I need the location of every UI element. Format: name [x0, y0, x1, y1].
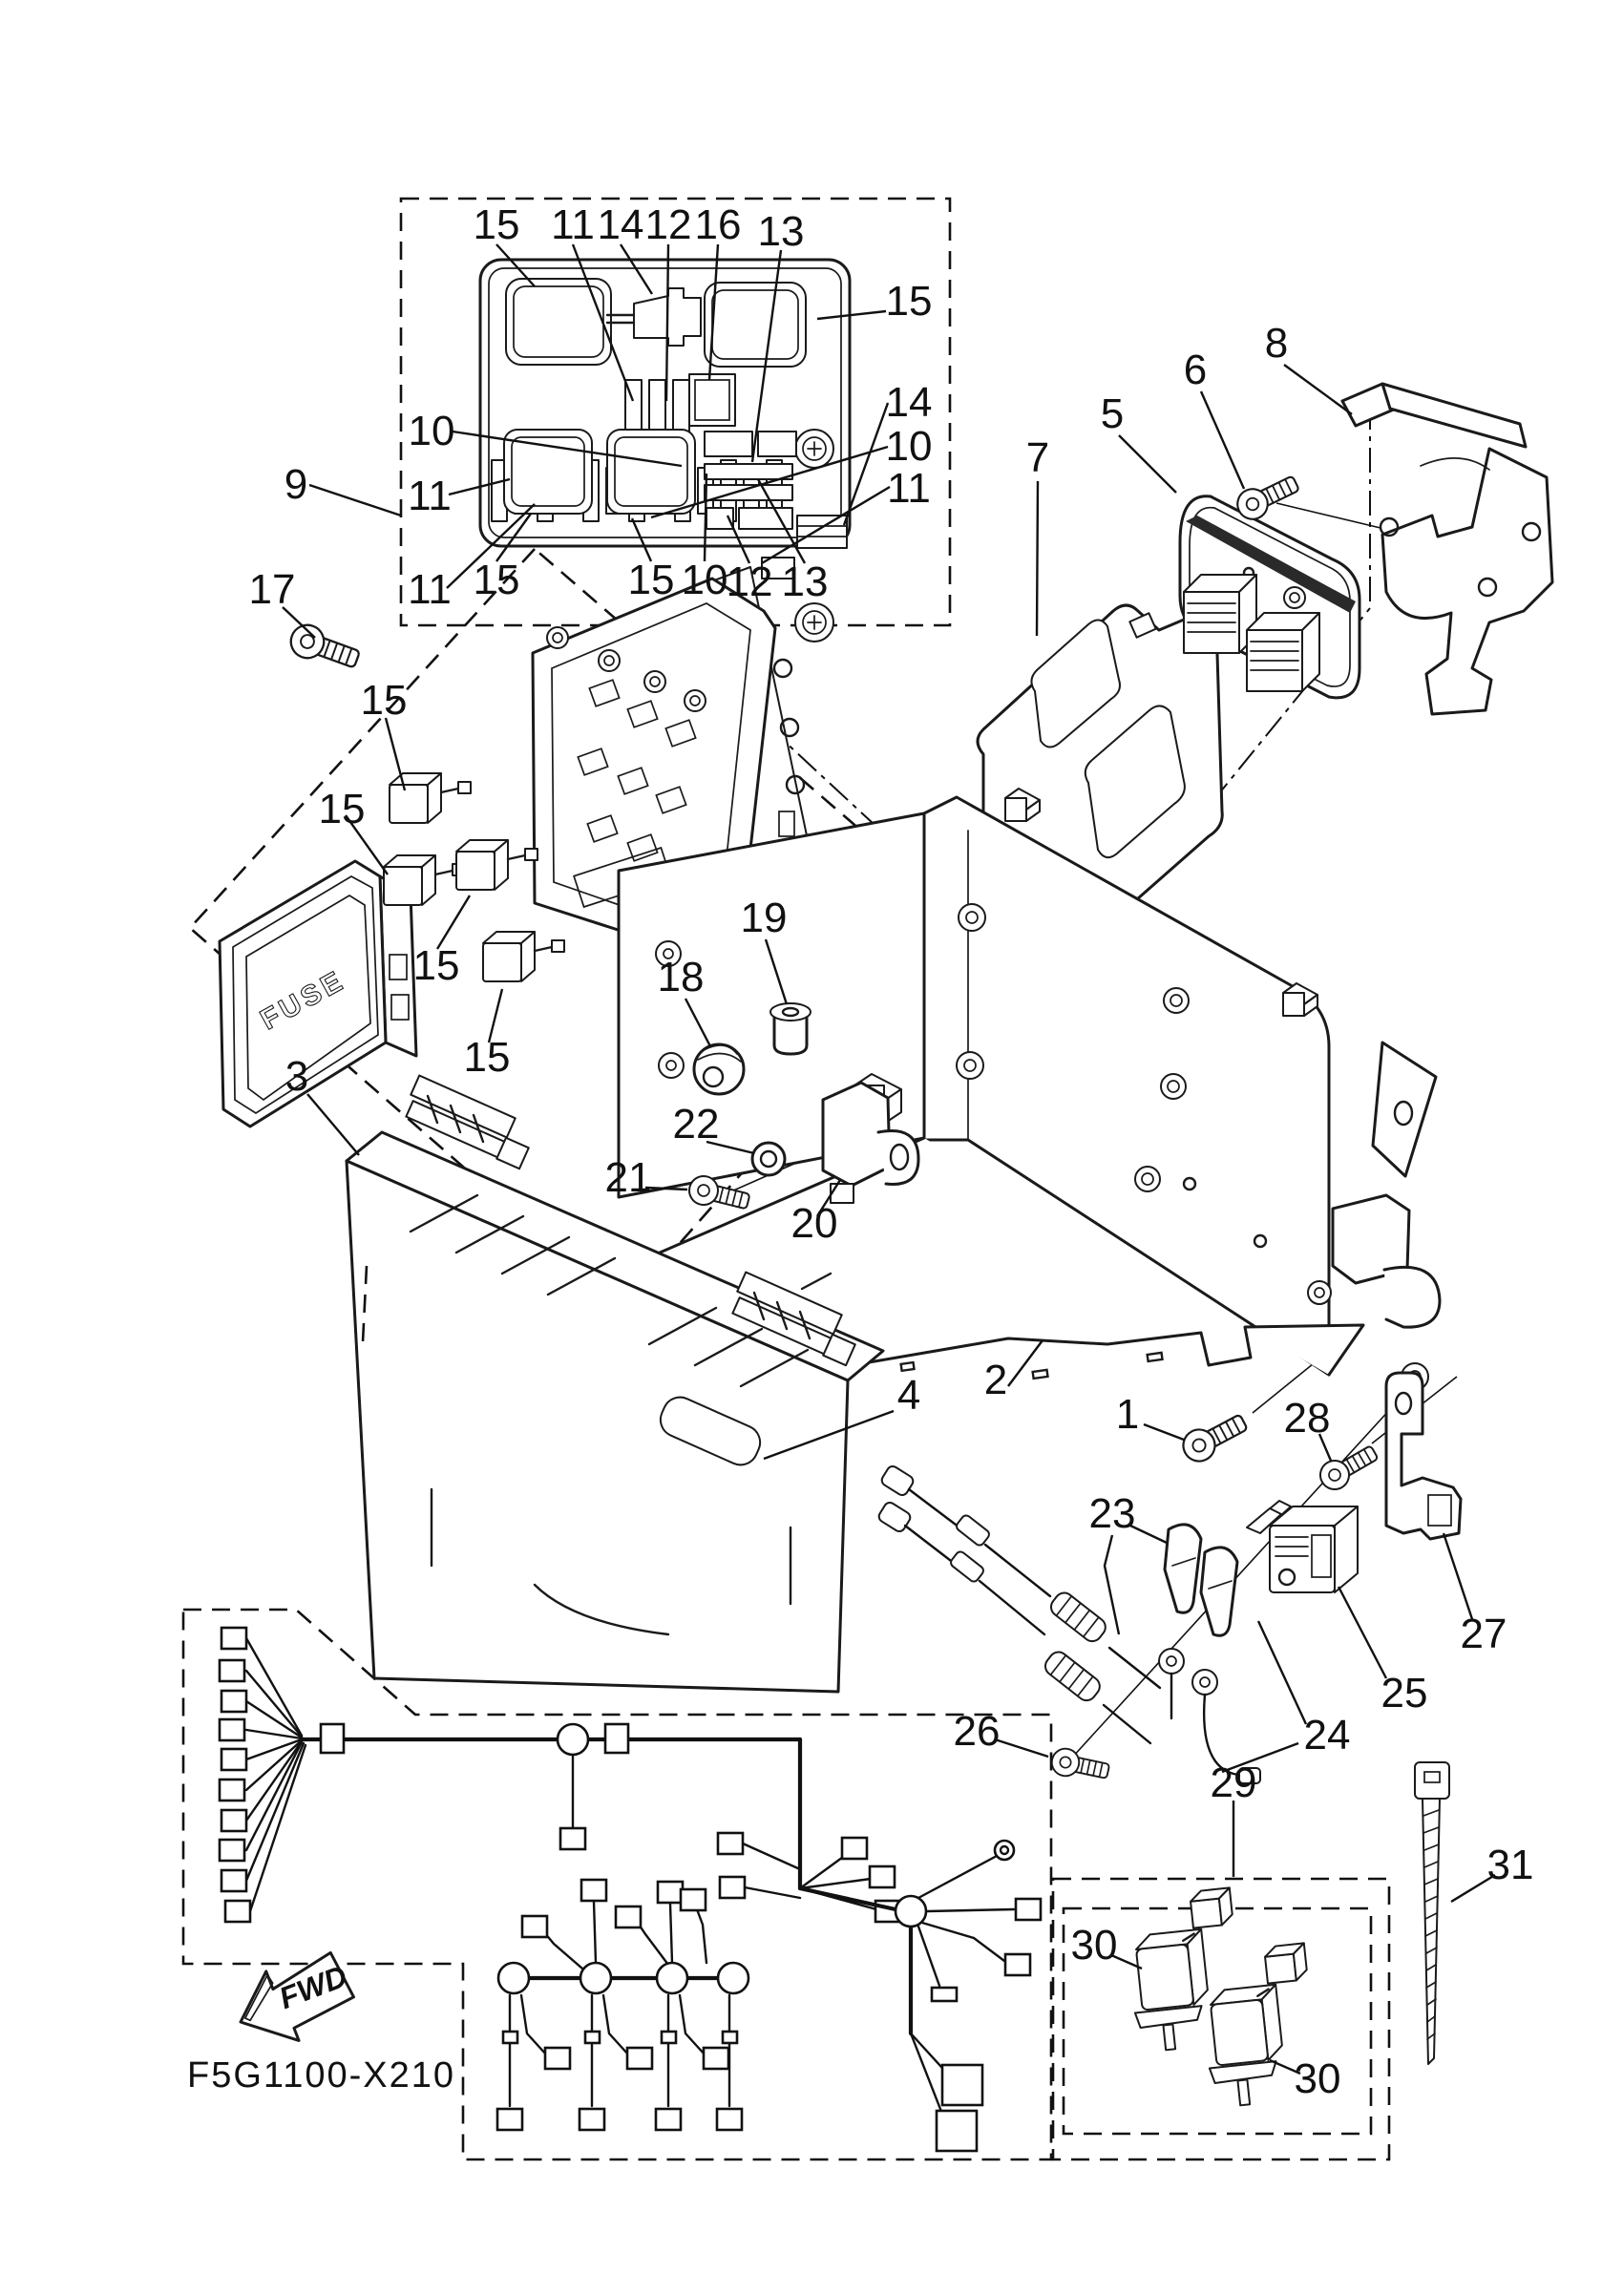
callout-28: 28: [1283, 1395, 1331, 1442]
relay-socket-tr: [705, 283, 806, 367]
callout-15: 15: [360, 677, 408, 724]
part-code: F5G1100-X210: [187, 2055, 456, 2096]
callout-18: 18: [657, 954, 705, 1001]
callout-15: 15: [318, 786, 366, 832]
ecu-connector-1: [1184, 575, 1256, 653]
callout-30: 30: [1294, 2055, 1341, 2102]
callout-3: 3: [285, 1053, 309, 1100]
relay-socket-tl: [506, 279, 611, 365]
harness-drops: [497, 1995, 742, 2130]
terminal-boots: [1165, 1525, 1237, 1635]
relay-4: [483, 932, 564, 981]
callout-31: 31: [1486, 1842, 1534, 1888]
callout-8: 8: [1264, 320, 1289, 367]
callout-10: 10: [681, 557, 728, 603]
callout-15: 15: [885, 278, 933, 325]
callout-27: 27: [1460, 1611, 1507, 1657]
bolt-21: [686, 1173, 751, 1215]
starter-relay: [1247, 1501, 1358, 1592]
callout-9: 9: [284, 461, 308, 508]
callout-23: 23: [1088, 1490, 1136, 1537]
callout-1: 1: [1115, 1391, 1140, 1438]
callout-11: 11: [408, 473, 452, 519]
fwd-label: FWD: [274, 1958, 352, 2016]
ecu-connector-2: [1247, 613, 1319, 691]
callout-15: 15: [473, 201, 520, 248]
callout-22: 22: [672, 1101, 720, 1148]
callout-7: 7: [1025, 434, 1050, 481]
grommet-18: [694, 1044, 744, 1094]
callout-6: 6: [1183, 347, 1208, 393]
callout-11: 11: [887, 465, 931, 512]
callout-10: 10: [885, 423, 933, 470]
callout-15: 15: [463, 1034, 511, 1081]
callout-17: 17: [248, 566, 296, 613]
bracket-side-hooks: [1333, 1043, 1440, 1327]
ecu-bracket: [1342, 384, 1552, 714]
callout-12: 12: [726, 558, 773, 605]
callout-26: 26: [953, 1708, 1001, 1755]
callout-15: 15: [473, 557, 520, 603]
screw-terminal-top: [795, 430, 833, 468]
fwd-arrow: [227, 1945, 362, 2057]
square-fuse: [689, 374, 735, 426]
callout-21: 21: [604, 1154, 652, 1201]
relay-3: [456, 840, 537, 890]
bolt-26: [1049, 1746, 1110, 1784]
callout-20: 20: [790, 1200, 838, 1247]
relay-socket-bc: [607, 430, 695, 514]
callout-13: 13: [757, 208, 805, 255]
terminal-bar: [797, 516, 847, 548]
callout-14: 14: [597, 201, 644, 248]
bolt-6: [1233, 470, 1302, 524]
small-fuse-cluster: [705, 432, 796, 529]
bolt-1: [1178, 1408, 1252, 1467]
cable-tie: [1415, 1762, 1449, 2064]
callout-13: 13: [781, 558, 829, 605]
callout-4: 4: [896, 1372, 921, 1419]
screw-terminal-bottom: [795, 603, 833, 642]
callout-2: 2: [983, 1357, 1008, 1403]
callout-15: 15: [412, 942, 460, 989]
relay-bracket-27: [1386, 1373, 1461, 1539]
callout-11: 11: [551, 201, 595, 248]
washer-22: [752, 1143, 785, 1175]
collar-19: [770, 1003, 811, 1054]
relay-2: [384, 855, 465, 905]
callout-5: 5: [1100, 390, 1125, 437]
fuse-cover-label: FUSE: [255, 963, 351, 1037]
callout-24: 24: [1303, 1712, 1351, 1759]
callout-10: 10: [408, 408, 455, 454]
callout-19: 19: [740, 895, 788, 941]
callout-29: 29: [1210, 1759, 1257, 1806]
bolt-17: [286, 621, 363, 675]
callout-14: 14: [885, 379, 933, 426]
callout-25: 25: [1381, 1670, 1428, 1717]
callout-11: 11: [408, 566, 452, 613]
callout-30: 30: [1070, 1922, 1118, 1969]
callout-15: 15: [627, 557, 675, 603]
callout-12: 12: [644, 201, 692, 248]
callout-16: 16: [694, 201, 742, 248]
